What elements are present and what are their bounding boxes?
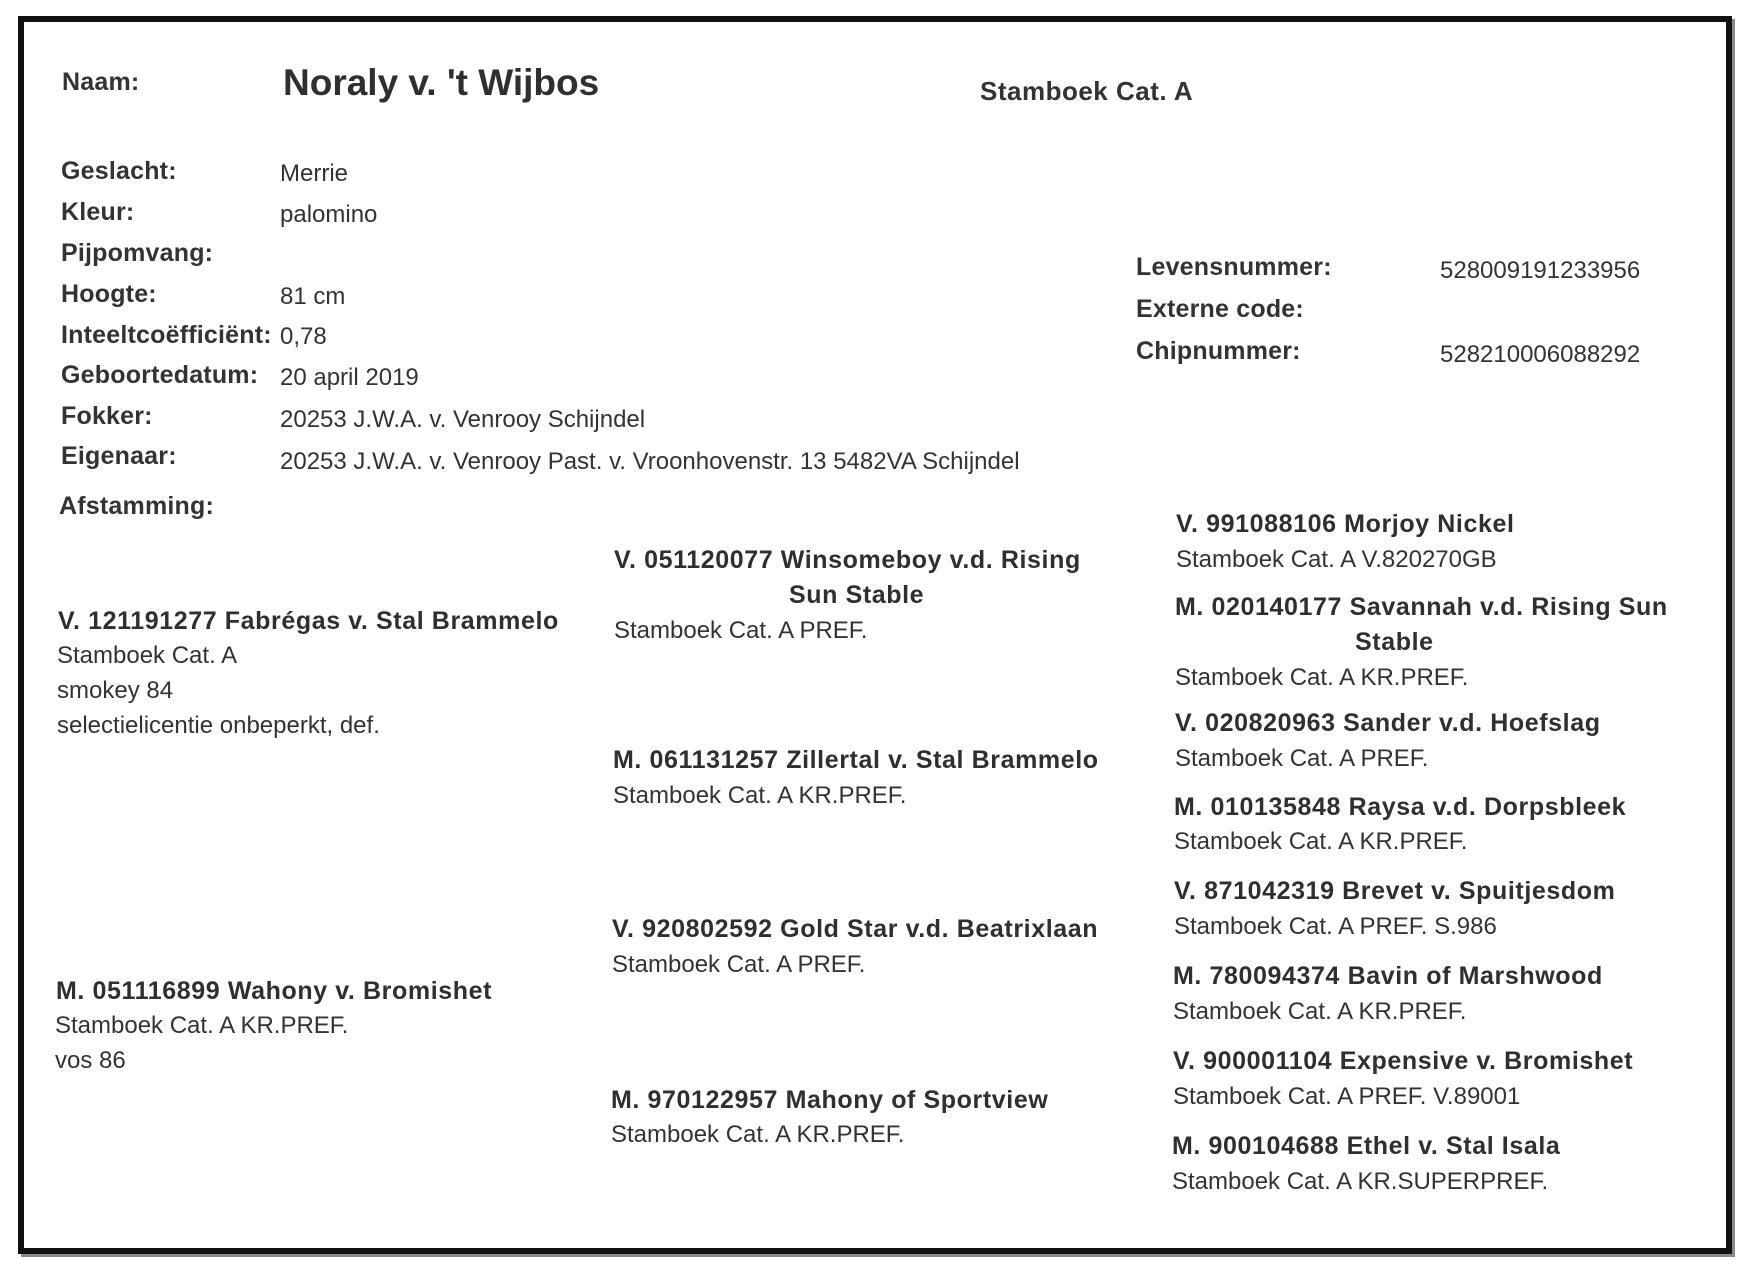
great-grandparent-info: Stamboek Cat. A KR.PREF. bbox=[1173, 998, 1467, 1025]
inbreeding-value: 0,78 bbox=[280, 323, 327, 350]
studbook-category: Stamboek Cat. A bbox=[980, 76, 1194, 106]
dam-name: M. 051116899 Wahony v. Bromishet bbox=[56, 977, 493, 1005]
great-grandparent-info: Stamboek Cat. A PREF. S.986 bbox=[1174, 913, 1497, 940]
maternal-granddam-name: M. 970122957 Mahony of Sportview bbox=[611, 1086, 1049, 1114]
paternal-grandsire-name-cont: Sun Stable bbox=[789, 581, 925, 609]
maternal-grandsire-info: Stamboek Cat. A PREF. bbox=[612, 951, 866, 978]
gender-label: Geslacht: bbox=[61, 157, 177, 185]
sire-info-line: selectielicentie onbeperkt, def. bbox=[57, 712, 380, 739]
great-grandparent-name: M. 780094374 Bavin of Marshwood bbox=[1173, 962, 1603, 990]
birthdate-value: 20 april 2019 bbox=[280, 364, 419, 391]
external-code-label: Externe code: bbox=[1136, 295, 1304, 323]
owner-value: 20253 J.W.A. v. Venrooy Past. v. Vroonhovenstr. 13 5482VA Schijndel bbox=[280, 448, 1020, 475]
horse-name: Noraly v. 't Wijbos bbox=[283, 62, 600, 103]
color-value: palomino bbox=[280, 201, 378, 228]
paternal-granddam-info: Stamboek Cat. A KR.PREF. bbox=[613, 782, 907, 809]
great-grandparent-info: Stamboek Cat. A V.820270GB bbox=[1176, 546, 1497, 573]
great-grandparent-name: V. 900001104 Expensive v. Bromishet bbox=[1173, 1047, 1634, 1075]
sire-info-line: smokey 84 bbox=[57, 677, 174, 704]
great-grandparent-name: M. 010135848 Raysa v.d. Dorpsbleek bbox=[1174, 793, 1627, 821]
inbreeding-label: Inteeltcoëfficiënt: bbox=[61, 321, 272, 349]
sire-name: V. 121191277 Fabrégas v. Stal Brammelo bbox=[58, 607, 559, 635]
great-grandparent-name: M. 020140177 Savannah v.d. Rising Sun bbox=[1175, 593, 1668, 621]
great-grandparent-info: Stamboek Cat. A KR.PREF. bbox=[1174, 828, 1468, 855]
birthdate-label: Geboortedatum: bbox=[61, 361, 259, 389]
maternal-granddam-info: Stamboek Cat. A KR.PREF. bbox=[611, 1121, 905, 1148]
breeder-value: 20253 J.W.A. v. Venrooy Schijndel bbox=[280, 406, 646, 433]
chip-number-value: 528210006088292 bbox=[1440, 341, 1641, 368]
great-grandparent-name: M. 900104688 Ethel v. Stal Isala bbox=[1172, 1132, 1561, 1160]
paternal-grandsire-name: V. 051120077 Winsomeboy v.d. Rising bbox=[614, 546, 1081, 574]
pedigree-label: Afstamming: bbox=[59, 492, 214, 520]
maternal-grandsire-name: V. 920802592 Gold Star v.d. Beatrixlaan bbox=[612, 915, 1099, 943]
dam-info-line: vos 86 bbox=[55, 1047, 126, 1074]
great-grandparent-info: Stamboek Cat. A PREF. bbox=[1175, 745, 1429, 772]
gender-value: Merrie bbox=[280, 160, 349, 187]
paternal-grandsire-info: Stamboek Cat. A PREF. bbox=[614, 617, 868, 644]
dam-info-line: Stamboek Cat. A KR.PREF. bbox=[55, 1012, 349, 1039]
breeder-label: Fokker: bbox=[61, 402, 153, 430]
great-grandparent-info: Stamboek Cat. A PREF. V.89001 bbox=[1173, 1083, 1521, 1110]
great-grandparent-name: V. 020820963 Sander v.d. Hoefslag bbox=[1175, 709, 1601, 737]
life-number-label: Levensnummer: bbox=[1136, 253, 1332, 281]
height-label: Hoogte: bbox=[61, 280, 157, 308]
great-grandparent-info: Stamboek Cat. A KR.SUPERPREF. bbox=[1172, 1168, 1549, 1195]
great-grandparent-name: V. 991088106 Morjoy Nickel bbox=[1176, 510, 1515, 538]
sire-info-line: Stamboek Cat. A bbox=[57, 642, 238, 669]
height-value: 81 cm bbox=[280, 283, 346, 310]
paternal-granddam-name: M. 061131257 Zillertal v. Stal Brammelo bbox=[613, 746, 1099, 774]
owner-label: Eigenaar: bbox=[61, 442, 177, 470]
chip-number-label: Chipnummer: bbox=[1136, 337, 1301, 365]
cannon-circumference-label: Pijpomvang: bbox=[61, 239, 214, 267]
life-number-value: 528009191233956 bbox=[1440, 257, 1641, 284]
great-grandparent-name: V. 871042319 Brevet v. Spuitjesdom bbox=[1174, 877, 1616, 905]
great-grandparent-name-cont: Stable bbox=[1355, 628, 1434, 656]
color-label: Kleur: bbox=[61, 198, 135, 226]
great-grandparent-info: Stamboek Cat. A KR.PREF. bbox=[1175, 664, 1469, 691]
name-label: Naam: bbox=[62, 68, 140, 96]
